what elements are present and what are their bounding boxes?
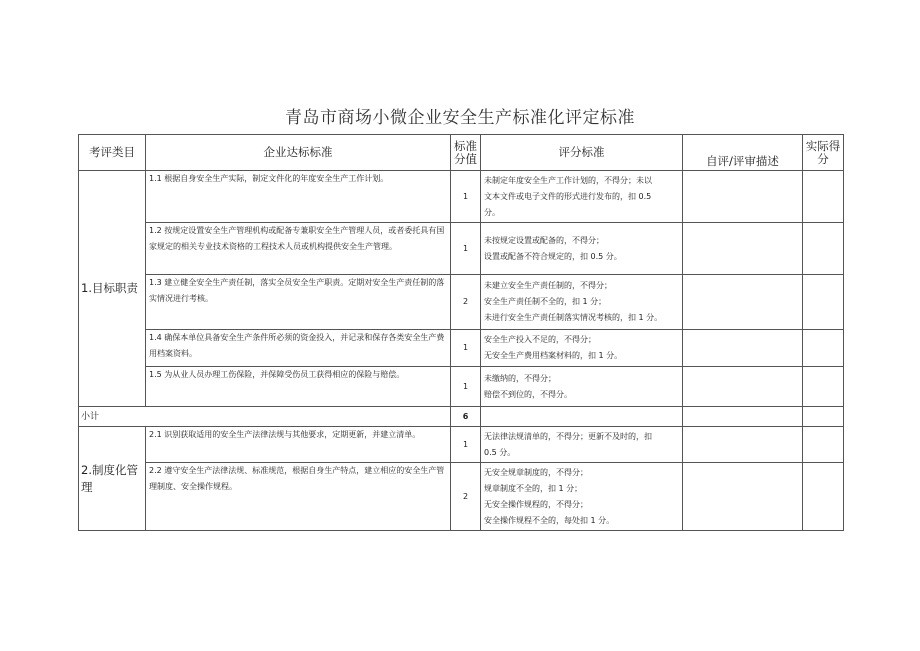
category-cell: 1.目标职责: [79, 171, 146, 407]
scoring-cell: 无安全规章制度的，不得分； 规章制度不全的，扣 1 分； 无安全操作规程的，不得分； 安全操作规程不全的，每处扣 1 分。: [481, 463, 683, 531]
scoring-cell: 安全生产投入不足的，不得分； 无安全生产费用档案材料的，扣 1 分。: [481, 330, 683, 367]
table-row: [79, 427, 844, 463]
actual-score-cell: [803, 223, 844, 275]
standard-cell: 2.2 遵守安全生产法律法规、标准规范，根据自身生产特点，建立相应的安全生产管理制度、安全操作规程。: [146, 463, 451, 531]
scoring-cell: 未建立安全生产责任制的，不得分； 安全生产责任制不全的，扣 1 分； 未进行安全生产责任制落实情况考核的，扣 1 分。: [481, 275, 683, 330]
standard-cell: 1.4 确保本单位具备安全生产条件所必须的资金投入，并记录和保存各类安全生产费用档案资料。: [146, 330, 451, 367]
category-cell: 2.制度化管理: [79, 427, 146, 531]
value-cell: 2: [451, 275, 481, 330]
value-cell: 1: [451, 171, 481, 223]
header-actual: 实际得 分: [803, 135, 844, 171]
actual-score-cell: [803, 463, 844, 531]
subtotal-label: 小计: [79, 407, 451, 427]
subtotal-row: [79, 407, 844, 427]
table-row: [79, 223, 844, 275]
self-eval-cell: [683, 427, 803, 463]
table-row: [79, 463, 844, 531]
value-cell: 1: [451, 367, 481, 407]
scoring-cell: 未按规定设置或配备的，不得分； 设置或配备不符合规定的，扣 0.5 分。: [481, 223, 683, 275]
header-standard: 企业达标标准: [146, 135, 451, 171]
table-row: [79, 367, 844, 407]
header-row: [79, 135, 844, 171]
actual-score-cell: [803, 367, 844, 407]
actual-score-cell: [803, 330, 844, 367]
value-cell: 2: [451, 463, 481, 531]
header-self-eval: 自评/评审描述: [683, 135, 803, 171]
scoring-cell: 未缴纳的，不得分； 赔偿不到位的，不得分。: [481, 367, 683, 407]
value-cell: 1: [451, 427, 481, 463]
evaluation-table: [78, 134, 844, 531]
subtotal-value: 6: [451, 407, 481, 427]
scoring-cell: 无法律法规清单的，不得分；更新不及时的，扣 0.5 分。: [481, 427, 683, 463]
self-eval-cell: [683, 463, 803, 531]
value-cell: 1: [451, 330, 481, 367]
table-row: [79, 330, 844, 367]
header-value: 标准 分值: [451, 135, 481, 171]
standard-cell: 1.1 根据自身安全生产实际，制定文件化的年度安全生产工作计划。: [146, 171, 451, 223]
self-eval-cell: [683, 223, 803, 275]
table-row: [79, 275, 844, 330]
self-eval-cell: [683, 330, 803, 367]
standard-cell: 1.3 建立健全安全生产责任制，落实全员安全生产职责。定期对安全生产责任制的落实情况进行考核。: [146, 275, 451, 330]
header-category: 考评类目: [79, 135, 146, 171]
value-cell: 1: [451, 223, 481, 275]
table-row: [79, 171, 844, 223]
standard-cell: 1.2 按规定设置安全生产管理机构或配备专兼职安全生产管理人员，或者委托具有国家规定的相关专业技术资格的工程技术人员或机构提供安全生产管理。: [146, 223, 451, 275]
self-eval-cell: [683, 171, 803, 223]
header-scoring: 评分标准: [481, 135, 683, 171]
actual-score-cell: [803, 171, 844, 223]
actual-score-cell: [803, 275, 844, 330]
document-title: 青岛市商场小微企业安全生产标准化评定标准: [285, 108, 635, 128]
standard-cell: 1.5 为从业人员办理工伤保险，并保障受伤员工获得相应的保险与赔偿。: [146, 367, 451, 407]
actual-score-cell: [803, 427, 844, 463]
self-eval-cell: [683, 367, 803, 407]
self-eval-cell: [683, 275, 803, 330]
scoring-cell: 未制定年度安全生产工作计划的，不得分；未以 文本文件或电子文件的形式进行发布的，扣 0.5 分。: [481, 171, 683, 223]
standard-cell: 2.1 识别获取适用的安全生产法律法规与其他要求，定期更新，并建立清单。: [146, 427, 451, 463]
